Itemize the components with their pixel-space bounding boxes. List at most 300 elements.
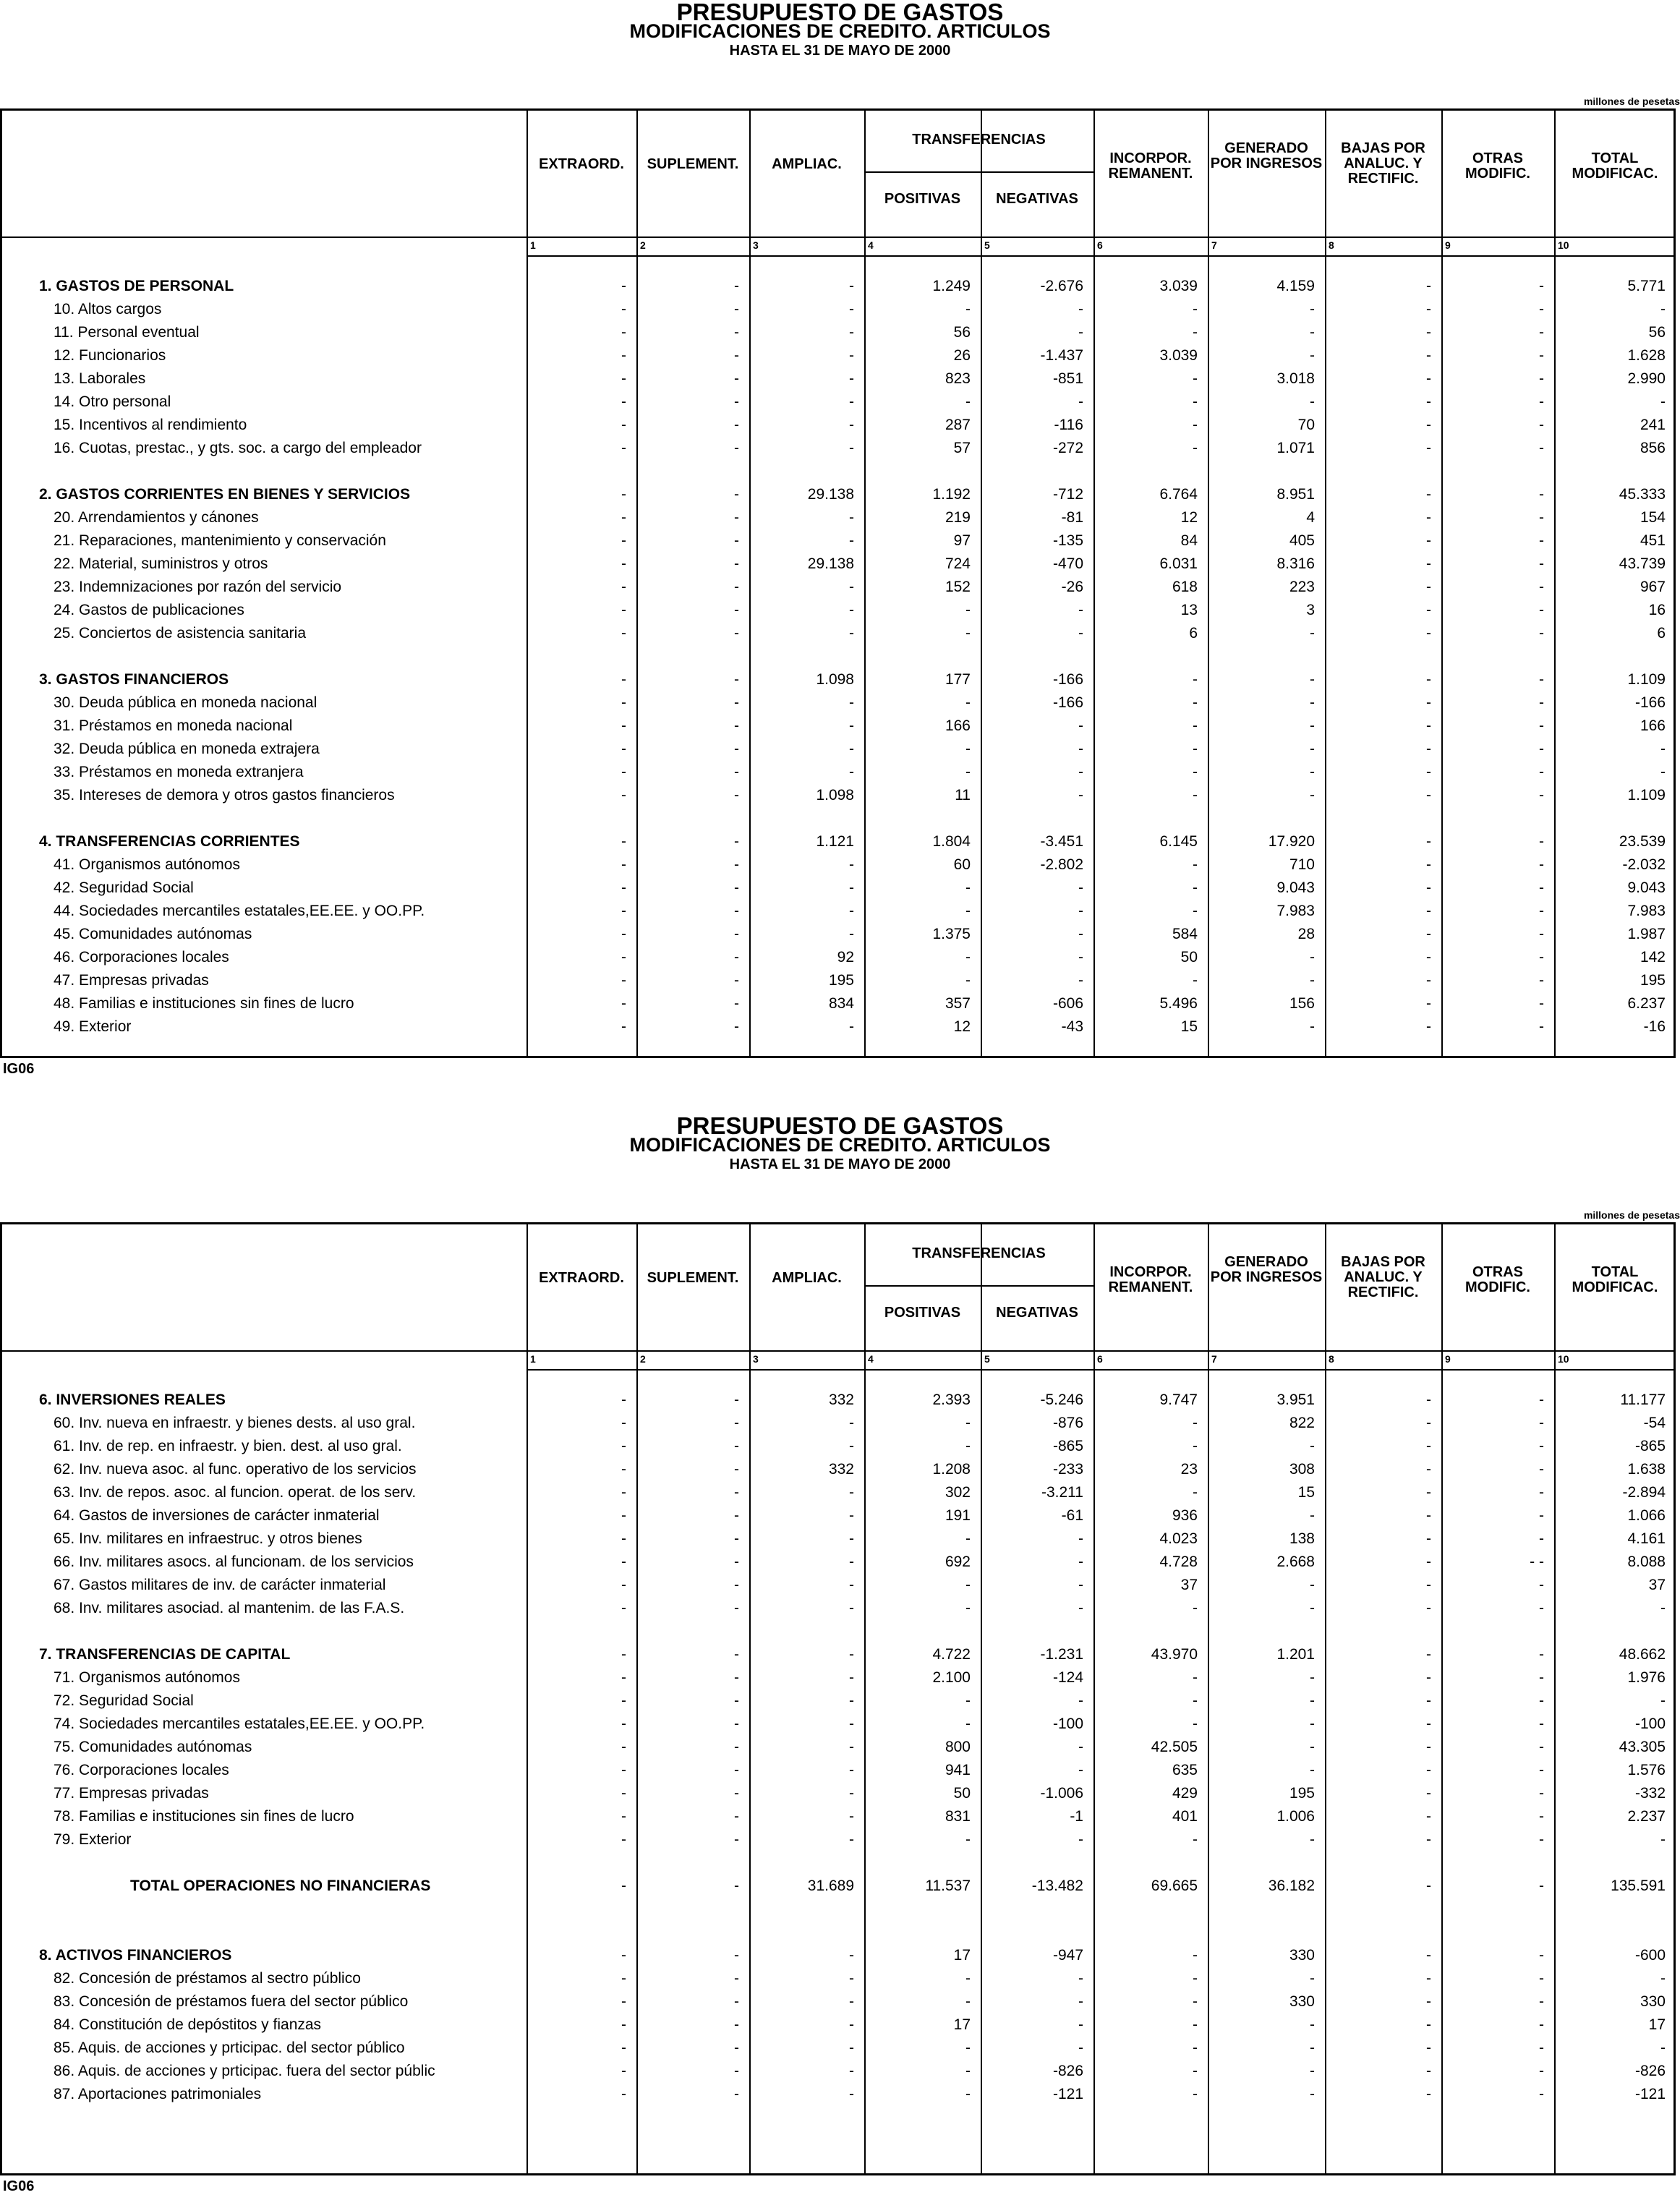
value-cell: - [1426,324,1431,341]
value-cell: 1.098 [816,787,854,804]
value-cell: - [1539,1692,1544,1709]
value-cell: - [1310,1018,1315,1035]
table-row [0,344,1676,367]
table-row [0,1389,1676,1412]
value-cell: - [1078,903,1083,919]
value-cell: - [849,532,854,549]
value-cell: - [1539,1415,1544,1431]
value-cell: - [1539,787,1544,804]
value-cell: - [1426,1438,1431,1454]
value-cell: 1.109 [1627,787,1666,804]
value-cell: - [1426,995,1431,1012]
value-cell: 92 [837,949,854,966]
value-cell: - [1539,764,1544,780]
value-cell: - [1426,856,1431,873]
table-row [0,853,1676,877]
value-cell: 50 [1180,949,1198,966]
value-cell: 3.018 [1276,370,1315,387]
value-cell: - [1078,301,1083,317]
value-cell: - [621,995,626,1012]
value-cell: - [1660,764,1666,780]
value-cell: - [734,1600,739,1616]
value-cell: - [1426,1831,1431,1848]
value-cell: - [621,1808,626,1825]
value-cell: - [849,579,854,595]
value-cell: - [1426,1018,1431,1035]
table-row [0,367,1676,391]
value-cell: - [621,440,626,456]
value-cell: - [621,1739,626,1755]
report-page [0,0,1680,1077]
value-cell: - [1426,347,1431,364]
value-cell: - [734,1530,739,1547]
header-transferencias: TRANSFERENCIAS [912,132,1046,148]
value-cell: 635 [1172,1762,1198,1778]
value-cell: 12 [1180,509,1198,526]
value-cell: - [849,1507,854,1524]
value-cell: - [1539,1646,1544,1663]
table-row [0,2060,1676,2083]
value-cell: - [621,717,626,734]
article-label: 15. Incentivos al rendimiento [54,417,247,433]
value-cell: - [1539,393,1544,410]
article-label: 79. Exterior [54,1831,132,1848]
value-cell: - [1078,949,1083,966]
value-cell: - [1539,1762,1544,1778]
value-cell: 2.393 [932,1391,971,1408]
value-cell: - [734,1461,739,1478]
value-cell: - [734,1970,739,1987]
value-cell: - [1310,324,1315,341]
value-cell: - [849,509,854,526]
value-cell: - [849,1715,854,1732]
value-cell: - [1193,1415,1198,1431]
value-cell: - [965,1438,971,1454]
value-cell: - [1078,1553,1083,1570]
value-cell: - [849,625,854,642]
value-cell: - [1310,1692,1315,1709]
value-cell: -121 [1052,2086,1083,2102]
value-cell: - [734,787,739,804]
table-row [0,437,1676,460]
article-label: 87. Aportaciones patrimoniales [54,2086,262,2102]
value-cell: 584 [1172,926,1198,942]
value-cell: - [734,1947,739,1964]
value-cell: 4.023 [1159,1530,1198,1547]
value-cell: - [1539,1507,1544,1524]
chapter-label: 4. TRANSFERENCIAS CORRIENTES [39,833,300,850]
value-cell: 195 [828,972,854,989]
table-row [0,900,1676,923]
value-cell: 223 [1289,579,1315,595]
value-cell: - [849,1692,854,1709]
table-row [0,2013,1676,2037]
value-cell: - [1539,1970,1544,1987]
value-cell: - [621,1018,626,1035]
value-cell: 195 [1640,972,1666,989]
value-cell: 357 [945,995,971,1012]
value-cell: 4 [1306,509,1315,526]
value-cell: - [621,1577,626,1593]
article-label: 21. Reparaciones, mantenimiento y conservación [54,532,386,549]
value-cell: - [1539,995,1544,1012]
value-cell: 15 [1297,1484,1315,1501]
value-cell: - [1193,1715,1198,1732]
table-row [0,1828,1676,1851]
table-row [0,1504,1676,1527]
value-cell: - [1193,1484,1198,1501]
value-cell: - [734,509,739,526]
table-row [0,1875,1676,1898]
value-cell: 7.983 [1627,903,1666,919]
spacer-row [0,1921,1676,1944]
value-cell: -876 [1052,1415,1083,1431]
chapter-label: 6. INVERSIONES REALES [39,1391,226,1408]
table-row [0,529,1676,553]
value-cell: - [1539,1484,1544,1501]
value-cell: - [621,1600,626,1616]
chapter-label: 8. ACTIVOS FINANCIEROS [39,1947,232,1964]
value-cell: - [849,440,854,456]
value-cell: - [1539,1947,1544,1964]
value-cell: - [621,741,626,757]
value-cell: - [1193,393,1198,410]
column-number: 9 [1445,239,1451,251]
value-cell: - [1193,741,1198,757]
value-cell: 692 [945,1553,971,1570]
value-cell: - [1426,1484,1431,1501]
header-suplement: SUPLEMENT. [647,1270,739,1286]
value-cell: - [1426,1762,1431,1778]
value-cell: - [734,393,739,410]
value-cell: - [621,972,626,989]
table-row [0,1435,1676,1458]
value-cell: - [1426,1669,1431,1686]
value-cell: - [621,1669,626,1686]
value-cell: -332 [1634,1785,1666,1802]
value-cell: 2.668 [1276,1553,1315,1570]
header-bajas: BAJAS POR ANALUC. Y RECTIFIC. [1341,140,1425,187]
value-cell: - [621,278,626,294]
value-cell: - [1539,949,1544,966]
colnum-divider [526,255,1673,257]
value-cell: - [1193,2040,1198,2056]
report-page [0,1112,1680,2194]
value-cell: - [734,764,739,780]
value-cell: - [1310,625,1315,642]
value-cell: -100 [1634,1715,1666,1732]
table-row [0,1944,1676,1967]
value-cell: - [849,278,854,294]
value-cell: - [849,393,854,410]
chapter-label: 1. GASTOS DE PERSONAL [39,278,234,294]
value-cell: - [734,1739,739,1755]
value-cell: 17.920 [1268,833,1315,850]
value-cell: - [734,741,739,757]
value-cell: 31.689 [807,1878,854,1894]
value-cell: - [734,717,739,734]
value-cell: -135 [1052,532,1083,549]
column-number: 1 [530,1353,536,1365]
header-extraord: EXTRAORD. [539,1270,624,1286]
value-cell: 451 [1640,532,1666,549]
value-cell: 11.177 [1620,1391,1666,1408]
article-label: 66. Inv. militares asocs. al funcionam. de los servicios [54,1553,414,1570]
article-label: 20. Arrendamientos y cánones [54,509,259,526]
value-cell: 5.771 [1627,278,1666,294]
column-number: 7 [1211,1353,1217,1365]
value-cell: -81 [1061,509,1083,526]
value-cell: 11.537 [925,1878,971,1894]
value-cell: - [1310,393,1315,410]
article-label: 10. Altos cargos [54,301,162,317]
value-cell: -2.032 [1622,856,1666,873]
value-cell: - [1539,2016,1544,2033]
value-cell: - [1193,2063,1198,2079]
value-cell: 50 [953,1785,971,1802]
value-cell: - [734,1646,739,1663]
value-cell: 56 [953,324,971,341]
value-cell: 42.505 [1151,1739,1198,1755]
value-cell: 26 [953,347,971,364]
value-cell: - [1539,1715,1544,1732]
value-cell: - [734,278,739,294]
value-cell: - [965,2063,971,2079]
value-cell: - [849,1484,854,1501]
value-cell: -606 [1052,995,1083,1012]
value-cell: - [849,764,854,780]
value-cell: - [1539,1600,1544,1616]
table-row [0,1713,1676,1736]
table-row [0,506,1676,529]
value-cell: - [1193,787,1198,804]
value-cell: - [849,1577,854,1593]
table-row [0,2037,1676,2060]
value-cell: - [1426,278,1431,294]
value-cell: - [965,301,971,317]
value-cell: -865 [1634,1438,1666,1454]
value-cell: - [1193,1669,1198,1686]
value-cell: - [1310,301,1315,317]
value-cell: - [1193,417,1198,433]
value-cell: -865 [1052,1438,1083,1454]
value-cell: - [1310,1831,1315,1848]
header-negativas: NEGATIVAS [996,191,1078,207]
column-number: 4 [868,239,874,251]
value-cell: 936 [1172,1507,1198,1524]
article-label: 65. Inv. militares en infraestruc. y otros bienes [54,1530,362,1547]
value-cell: - [734,694,739,711]
value-cell: 17 [953,1947,971,1964]
value-cell: -851 [1052,370,1083,387]
value-cell: - [965,1692,971,1709]
value-cell: - [1426,417,1431,433]
spacer-row [0,460,1676,483]
value-cell: - [965,1831,971,1848]
article-label: 24. Gastos de publicaciones [54,602,244,618]
value-cell: - [1078,1530,1083,1547]
value-cell: 4.161 [1627,1530,1666,1547]
header-otras: OTRAS MODIFIC. [1465,1264,1530,1295]
value-cell: -1.437 [1040,347,1083,364]
value-cell: - [1193,370,1198,387]
spacer-row [0,807,1676,830]
value-cell: - [621,833,626,850]
value-cell: - [621,903,626,919]
value-cell: - [1539,903,1544,919]
value-cell: - [621,1762,626,1778]
value-cell: - [621,2063,626,2079]
report-date: HASTA EL 31 DE MAYO DE 2000 [729,1156,951,1172]
value-cell: - [1426,1507,1431,1524]
value-cell: - [1078,1762,1083,1778]
article-label: 32. Deuda pública en moneda extrajera [54,741,320,757]
header-total: TOTAL MODIFICAC. [1572,1264,1658,1295]
value-cell: - [621,1831,626,1848]
value-cell: 330 [1289,1993,1315,2010]
value-cell: -1.006 [1040,1785,1083,1802]
value-cell: 241 [1640,417,1666,433]
table-row [0,1689,1676,1713]
column-number: 1 [530,239,536,251]
value-cell: - [621,1715,626,1732]
header-generado: GENERADO POR INGRESOS [1210,140,1323,171]
value-cell: - [734,995,739,1012]
value-cell: 2.237 [1627,1808,1666,1825]
spacer-row [0,1851,1676,1875]
value-cell: 166 [945,717,971,734]
value-cell: - [621,1785,626,1802]
value-cell: - [621,1970,626,1987]
header-incorpor: INCORPOR. REMANENT. [1108,150,1193,182]
value-cell: 834 [828,995,854,1012]
table-row [0,715,1676,738]
value-cell: - [621,1553,626,1570]
value-cell: - [1539,741,1544,757]
article-label: 83. Concesión de préstamos fuera del sector público [54,1993,409,2010]
value-cell: - [1310,1762,1315,1778]
value-cell: - [1539,532,1544,549]
value-cell: 6 [1189,625,1198,642]
value-cell: - [1539,370,1544,387]
value-cell: - [1426,301,1431,317]
value-cell: -3.211 [1041,1484,1083,1501]
value-cell: - [1193,694,1198,711]
value-cell: 6 [1657,625,1666,642]
value-cell: - [734,2086,739,2102]
table-row [0,877,1676,900]
value-cell: 332 [828,1461,854,1478]
value-cell: - [1193,1692,1198,1709]
value-cell: 1.976 [1627,1669,1666,1686]
table-row [0,1458,1676,1481]
value-cell: - [1310,671,1315,688]
value-cell: 152 [945,579,971,595]
value-cell: - [621,1484,626,1501]
value-cell: - [1426,602,1431,618]
report-subtitle: MODIFICACIONES DE CREDITO. ARTICULOS [629,1134,1051,1156]
spacer-row [0,645,1676,668]
value-cell: -121 [1634,2086,1666,2102]
table-row [0,1597,1676,1620]
article-label: 46. Corporaciones locales [54,949,229,966]
value-cell: 6.031 [1159,555,1198,572]
value-cell: -61 [1061,1507,1083,1524]
value-cell: - [1078,787,1083,804]
value-cell: - [621,1947,626,1964]
value-cell: - [849,717,854,734]
value-cell: - [1193,1600,1198,1616]
value-cell: - [1078,1577,1083,1593]
value-cell: - [1193,1993,1198,2010]
value-cell: - [849,1600,854,1616]
value-cell: 822 [1289,1415,1315,1431]
table-row [0,1990,1676,2013]
report-title: PRESUPUESTO DE GASTOS [676,1112,1004,1139]
value-cell: - [734,1391,739,1408]
column-number: 8 [1329,1353,1334,1365]
value-cell: - [1539,1530,1544,1547]
value-cell: 8.316 [1276,555,1315,572]
value-cell: 8.088 [1627,1553,1666,1570]
value-cell: - [734,1808,739,1825]
header-generado: GENERADO POR INGRESOS [1210,1254,1323,1285]
value-cell: - [734,370,739,387]
value-cell: - [1310,764,1315,780]
table-row [0,923,1676,946]
value-cell: - [734,926,739,942]
column-number: 10 [1558,1353,1569,1365]
chapter-label: 3. GASTOS FINANCIEROS [39,671,229,688]
value-cell: - [621,1646,626,1663]
value-cell: - [1539,509,1544,526]
article-label: 11. Personal eventual [54,324,200,341]
value-cell: - [1539,1808,1544,1825]
value-cell: - [965,972,971,989]
spacer-row [0,1620,1676,1643]
value-cell: - [1426,1415,1431,1431]
header-suplement: SUPLEMENT. [647,156,739,172]
value-cell: 156 [1289,995,1315,1012]
value-cell: - [1193,671,1198,688]
value-cell: - [1310,787,1315,804]
value-cell: - [1660,1831,1666,1848]
value-cell: - [1310,1600,1315,1616]
article-label: 84. Constitución de depóstitos y fianzas [54,2016,322,2033]
value-cell: - [1426,903,1431,919]
value-cell: - [734,2040,739,2056]
value-cell: - [621,1438,626,1454]
article-label: 61. Inv. de rep. en infraestr. y bien. dest. al uso gral. [54,1438,402,1454]
value-cell: - [1426,1646,1431,1663]
value-cell: - [734,555,739,572]
value-cell: - [621,1993,626,2010]
value-cell: - [849,1785,854,1802]
table-row [0,992,1676,1015]
header-ampliac: AMPLIAC. [772,1270,842,1286]
article-label: 76. Corporaciones locales [54,1762,229,1778]
value-cell: 302 [945,1484,971,1501]
header-ampliac: AMPLIAC. [772,156,842,172]
value-cell: - [621,532,626,549]
value-cell: - [1426,532,1431,549]
value-cell: 332 [828,1391,854,1408]
value-cell: 1.098 [816,671,854,688]
value-cell: 330 [1640,1993,1666,2010]
value-cell: - [1193,440,1198,456]
value-cell: 7.983 [1276,903,1315,919]
column-number: 5 [984,1353,990,1365]
